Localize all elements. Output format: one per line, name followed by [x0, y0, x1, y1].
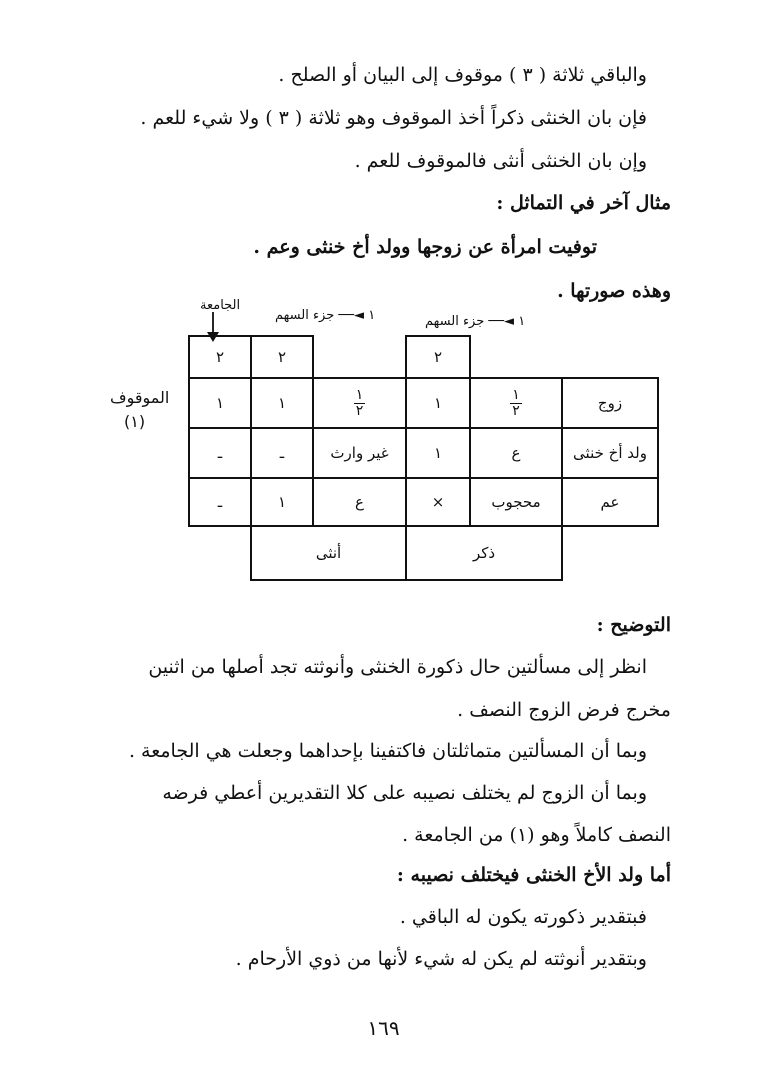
cell-husband-male-fraction [469, 377, 563, 429]
fraction-denominator: ٢ [512, 402, 520, 419]
cell-nephew-male-share: ١ [405, 427, 471, 479]
label-sahm-share-left: ١ ◄── جزء السهم [275, 308, 376, 323]
cell-uncle-female-status: ع [312, 477, 407, 527]
cell-heir-husband: زوج [561, 377, 659, 429]
example-statement: توفيت امرأة عن زوجها وولد أخ خنثى وعم . [253, 236, 597, 258]
page-number: ١٦٩ [367, 1016, 400, 1040]
fraction-half [354, 388, 366, 419]
label-jamia: الجامعة [200, 298, 241, 313]
text-line-remainder-suspended: والباقي ثلاثة ( ٣ ) موقوف إلى البيان أو الصلح . [278, 64, 647, 86]
cell-husband-jamia: ١ [188, 377, 252, 429]
cell-uncle-male-status: محجوب [469, 477, 563, 527]
cell-uncle-male-share: × [405, 477, 471, 527]
explanation-line-5: النصف كاملاً وهو (١) من الجامعة . [402, 824, 671, 846]
cell-heir-uncle: عم [561, 477, 659, 527]
cell-heir-nephew-khuntha: ولد أخ خنثى [561, 427, 659, 479]
fraction-half [510, 388, 522, 419]
text-line-if-female: وإن بان الخنثى أنثى فالموقوف للعم . [354, 150, 647, 172]
label-mawquf: الموقوف [110, 388, 170, 407]
fraction-numerator: ١ [512, 386, 520, 403]
cell-top-jamia: ٢ [188, 335, 252, 379]
cell-top-female-share: ٢ [250, 335, 314, 379]
cell-nephew-male-status: ع [469, 427, 563, 479]
cell-footer-male: ذكر [405, 525, 563, 581]
heading-another-example: مثال آخر في التماثل : [496, 192, 671, 214]
explanation-line-4: وبما أن الزوج لم يختلف نصيبه على كلا التقديرين أعطي فرضه [162, 782, 647, 804]
cell-nephew-jamia: ـ [188, 427, 252, 479]
cell-footer-female: أنثى [250, 525, 407, 581]
fraction-numerator: ١ [355, 386, 364, 403]
explanation-line-6: أما ولد الأخ الخنثى فيختلف نصيبه : [396, 864, 671, 886]
heading-its-form: وهذه صورتها . [557, 280, 671, 302]
heading-explanation: التوضيح : [596, 614, 671, 636]
cell-husband-female-fraction [312, 377, 407, 429]
explanation-line-1: انظر إلى مسألتين حال ذكورة الخنثى وأنوثته تجد أصلها من اثنين [148, 656, 647, 678]
cell-uncle-female-share: ١ [250, 477, 314, 527]
label-sahm-share-right: ١ ◄── جزء السهم [425, 314, 526, 329]
cell-nephew-female-status: غير وارث [312, 427, 407, 479]
label-mawquf-value: (١) [124, 412, 146, 431]
explanation-line-3: وبما أن المسألتين متماثلتان فاكتفينا بإحداهما وجعلت هي الجامعة . [128, 740, 647, 762]
fraction-denominator: ٢ [355, 402, 364, 419]
cell-husband-male-share: ١ [405, 377, 471, 429]
cell-husband-female-share: ١ [250, 377, 314, 429]
explanation-line-7: فبتقدير ذكورته يكون له الباقي . [399, 906, 647, 928]
text-line-if-male: فإن بان الخنثى ذكراً أخذ الموقوف وهو ثلاثة ( ٣ ) ولا شيء للعم . [140, 107, 647, 129]
cell-uncle-jamia: ـ [188, 477, 252, 527]
explanation-line-8: وبتقدير أنوثته لم يكن له شيء لأنها من ذوي الأرحام . [235, 948, 647, 970]
cell-top-male-share: ٢ [405, 335, 471, 379]
cell-nephew-female-share: ـ [250, 427, 314, 479]
explanation-line-2: مخرج فرض الزوج النصف . [457, 699, 671, 721]
